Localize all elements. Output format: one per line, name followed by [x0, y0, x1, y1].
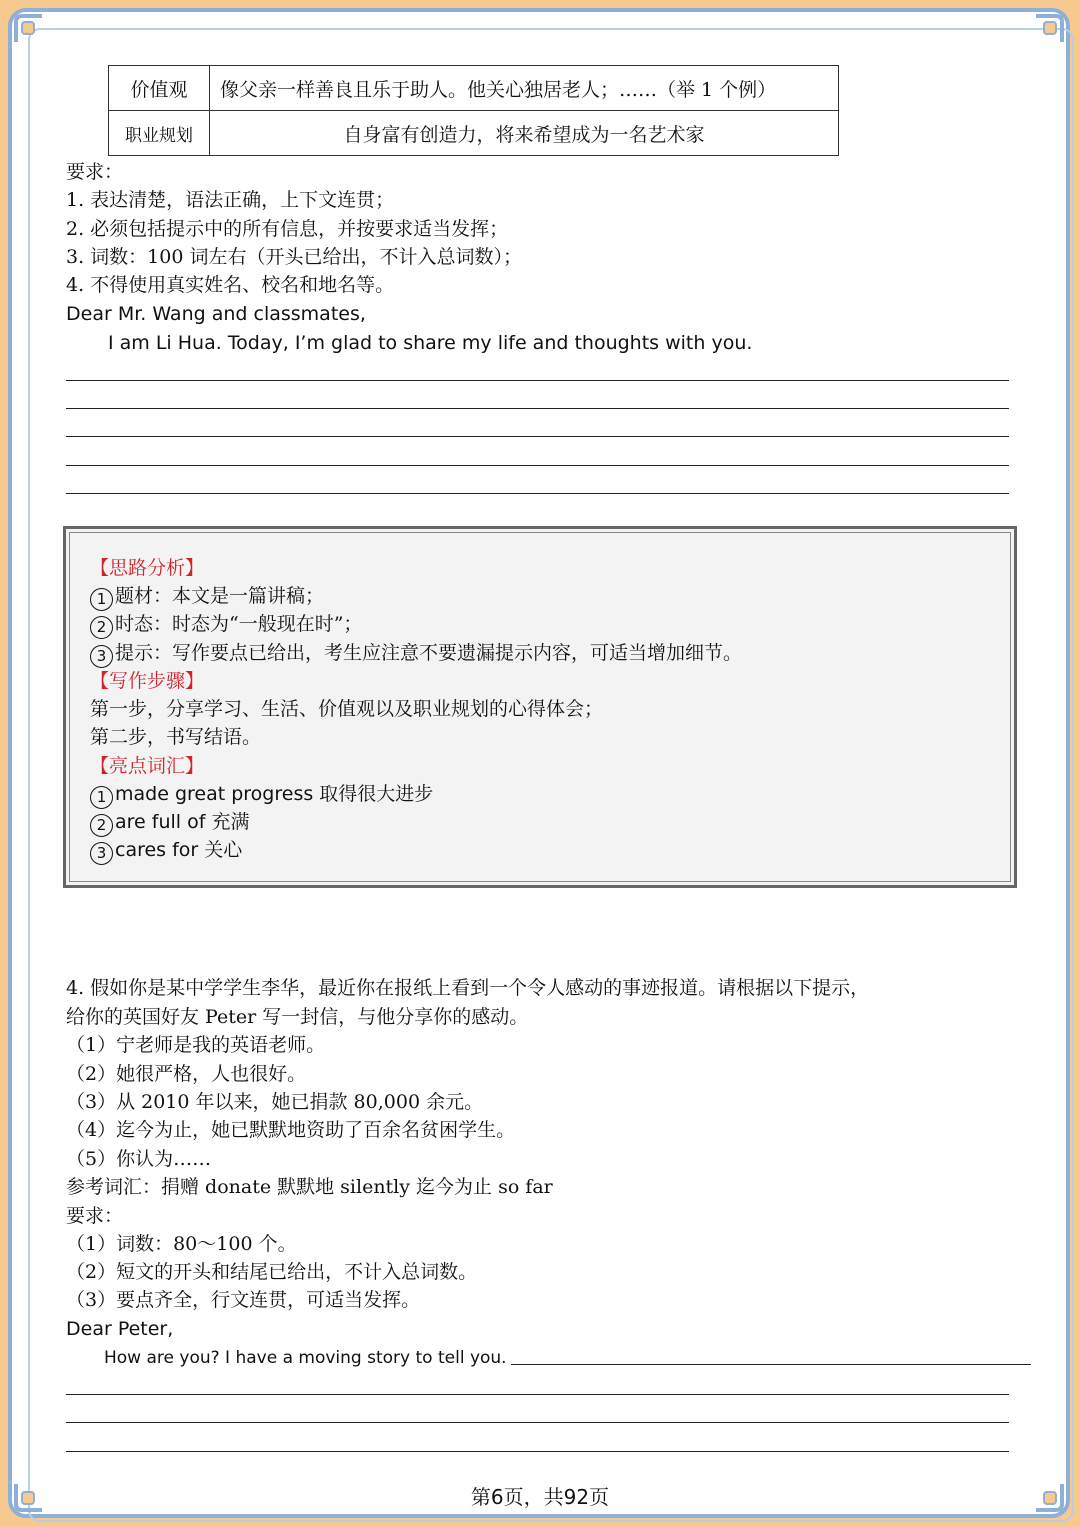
requirement-item: 2. 必须包括提示中的所有信息，并按要求适当发挥；: [66, 218, 509, 240]
writing-line: [66, 493, 1009, 494]
writing-line: [66, 1394, 1009, 1395]
question-4-prompt-continued: 给你的英国好友 Peter 写一封信，与他分享你的感动。: [66, 1006, 529, 1028]
page-number: 第6页，共92页: [470, 1485, 610, 1509]
letter-greeting: Dear Peter,: [66, 1318, 174, 1340]
vocab-english: made great progress: [115, 783, 314, 805]
analysis-item: [90, 641, 742, 668]
requirement-item: 3. 词数：100 词左右（开头已给出，不计入总词数）；: [66, 246, 522, 268]
writing-step: 第一步，分享学习、生活、价值观以及职业规划的心得体会；: [90, 698, 604, 720]
circled-number: 1: [90, 588, 113, 611]
requirement-item: 1. 表达清楚，语法正确，上下文连贯；: [66, 189, 395, 211]
circled-number: 2: [90, 814, 113, 837]
analysis-item-text: 题材：本文是一篇讲稿；: [115, 585, 325, 607]
writing-line: [66, 1422, 1009, 1423]
question-4-prompt: 4. 假如你是某中学学生李华，最近你在报纸上看到一个令人感动的事迹报道。请根据以下提示，: [66, 977, 870, 999]
analysis-heading: 【思路分析】: [90, 557, 205, 579]
requirement-item: 4. 不得使用真实姓名、校名和地名等。: [66, 274, 395, 296]
vocab-item: [90, 782, 433, 809]
vocab-heading: 【亮点词汇】: [90, 755, 205, 777]
circled-number: 1: [90, 786, 113, 809]
requirement-item: （2）短文的开头和结尾已给出，不计入总词数。: [66, 1261, 478, 1283]
hint-item: （3）从 2010 年以来，她已捐款 80,000 余元。: [66, 1091, 484, 1113]
writing-step: 第二步，书写结语。: [90, 726, 262, 748]
letter-opening-line: [104, 1346, 1031, 1370]
vocab-english: are full of: [115, 811, 206, 833]
analysis-item: [90, 584, 324, 611]
answer-blank: [511, 1346, 1031, 1365]
table-row: [109, 111, 839, 156]
analysis-item: [90, 612, 362, 639]
table-cell-label: 职业规划: [109, 111, 210, 156]
requirement-item: （3）要点齐全，行文连贯，可适当发挥。: [66, 1289, 421, 1311]
table-row: [109, 66, 839, 111]
analysis-box: [63, 526, 1017, 888]
hint-item: （1）宁老师是我的英语老师。: [66, 1034, 326, 1056]
writing-line: [66, 1451, 1009, 1452]
table-cell-label: 价值观: [109, 66, 210, 111]
writing-line: [66, 436, 1009, 437]
writing-steps-heading: 【写作步骤】: [90, 670, 205, 692]
circled-number: 2: [90, 616, 113, 639]
writing-line: [66, 380, 1009, 381]
hint-item: （4）迄今为止，她已默默地资助了百余名贫困学生。: [66, 1119, 516, 1141]
circled-number: 3: [90, 842, 113, 865]
vocab-chinese: 关心: [204, 839, 243, 861]
info-table: [108, 65, 839, 156]
letter-opening: I am Li Hua. Today, I’m glad to share my life and thoughts with you.: [108, 332, 753, 354]
vocab-chinese: 取得很大进步: [319, 783, 434, 805]
hint-item: （2）她很严格，人也很好。: [66, 1063, 307, 1085]
letter-greeting: Dear Mr. Wang and classmates,: [66, 303, 366, 325]
writing-line: [66, 408, 1009, 409]
hint-item: （5）你认为……: [66, 1148, 212, 1170]
analysis-item-text: 时态：时态为“一般现在时”；: [115, 613, 363, 635]
writing-line: [66, 465, 1009, 466]
corner-ornament-icon: [1034, 14, 1064, 44]
reference-vocab: 参考词汇：捐赠 donate 默默地 silently 迄今为止 so far: [66, 1176, 553, 1198]
circled-number: 3: [90, 645, 113, 668]
vocab-english: cares for: [115, 839, 199, 861]
letter-opening: How are you? I have a moving story to tell you.: [104, 1348, 507, 1368]
requirement-item: （1）词数：80～100 个。: [66, 1233, 297, 1255]
analysis-item-text: 提示：写作要点已给出，考生应注意不要遗漏提示内容，可适当增加细节。: [115, 642, 743, 664]
requirements-title: 要求：: [66, 161, 124, 183]
table-cell-content: 像父亲一样善良且乐于助人。他关心独居老人；……（举 1 个例）: [210, 66, 839, 111]
vocab-chinese: 充满: [211, 811, 250, 833]
corner-ornament-icon: [14, 14, 44, 44]
vocab-item: [90, 810, 249, 837]
table-cell-content: 自身富有创造力，将来希望成为一名艺术家: [210, 111, 839, 156]
requirements-title: 要求：: [66, 1205, 124, 1227]
vocab-item: [90, 838, 242, 865]
